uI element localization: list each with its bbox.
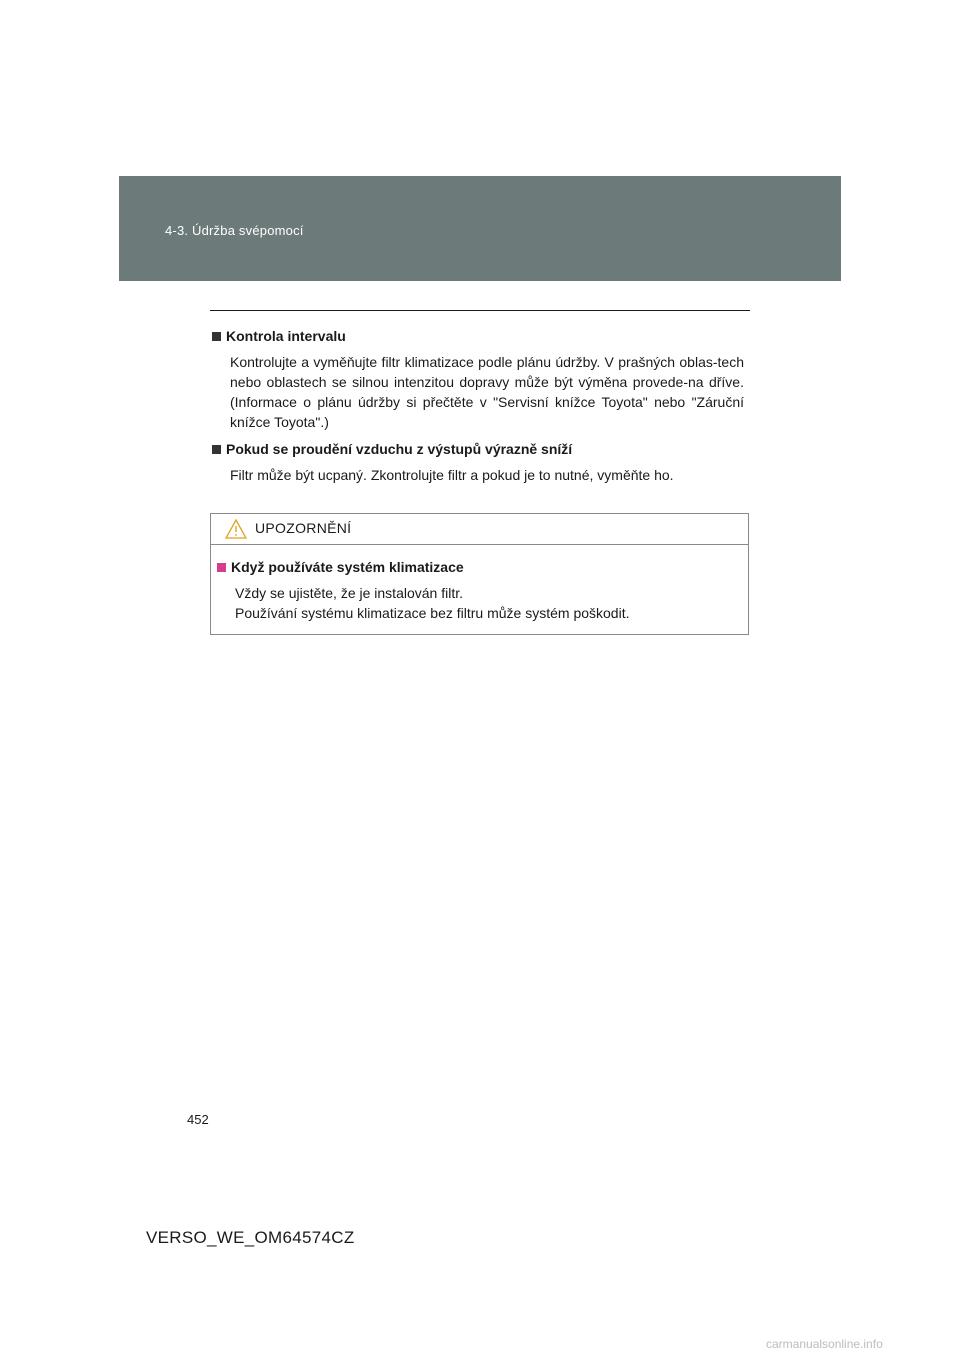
warning-triangle-icon: [225, 519, 247, 539]
caution-body: [211, 545, 748, 623]
page-number: 452: [187, 1112, 209, 1127]
section-title: 4-3. Údržba svépomocí: [165, 223, 304, 238]
caution-item-title: Když používáte systém klimatizace: [231, 559, 464, 575]
caution-title: UPOZORNĚNÍ: [255, 520, 352, 536]
main-content: [212, 326, 744, 492]
square-bullet-icon: [217, 563, 226, 572]
divider: [210, 310, 750, 311]
item-heading: [212, 326, 744, 346]
caution-item-heading: [217, 557, 744, 577]
square-bullet-icon: [212, 332, 221, 341]
item-text: Kontrolujte a vyměňujte filtr klimatizace podle plánu údržby. V prašných oblas-tech nebo oblastech se silnou intenzitou dopravy může být výměna provede-na dříve. (Informace o plánu údržby si přečtěte v "Servisní knížce Toyota" nebo "Záruční knížce Toyota".): [230, 354, 744, 430]
caution-line: Používání systému klimatizace bez filtru může systém poškodit.: [235, 605, 630, 621]
caution-line: Vždy se ujistěte, že je instalován filtr.: [235, 585, 463, 601]
caution-header: [211, 514, 748, 545]
item-title: Kontrola intervalu: [226, 328, 346, 344]
document-code: VERSO_WE_OM64574CZ: [146, 1228, 355, 1247]
square-bullet-icon: [212, 445, 221, 454]
section-header: [119, 176, 841, 281]
watermark: carmanualsonline.info: [766, 1337, 883, 1351]
caution-box: [210, 513, 749, 635]
item-title: Pokud se proudění vzduchu z výstupů výrazně sníží: [226, 441, 573, 457]
item-heading: [212, 439, 744, 459]
item-text: Filtr může být ucpaný. Zkontrolujte filtr a pokud je to nutné, vyměňte ho.: [230, 467, 674, 483]
